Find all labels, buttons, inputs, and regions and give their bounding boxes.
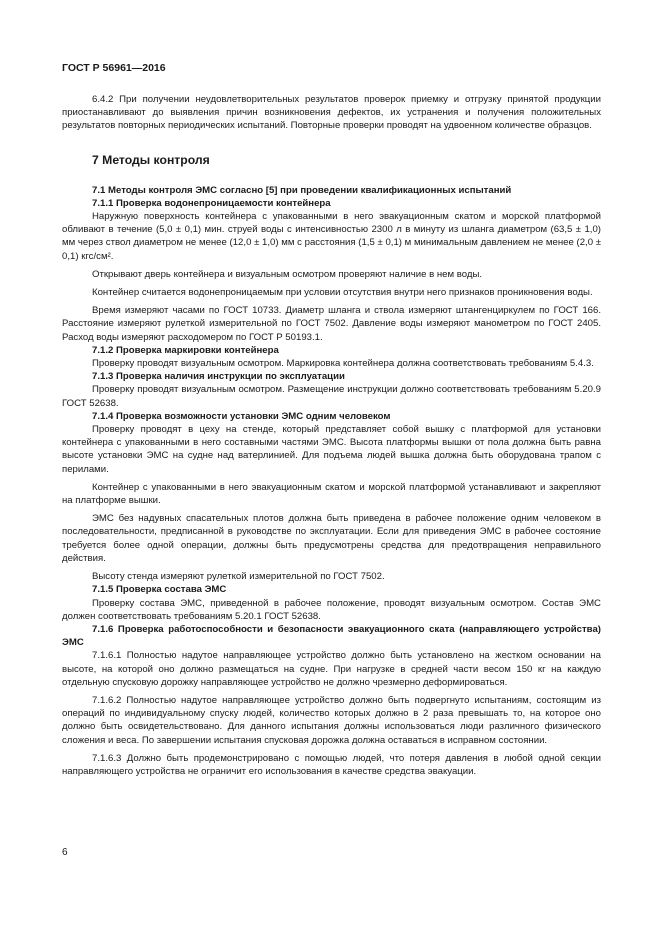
paragraph-7-1-6-2: 7.1.6.2 Полностью надутое направляющее устройство должно быть подвергнуто испытаниям, состоящим из операций по индивидуальному спуску людей, количество которых должно в 2 раза превышать то, на которое оно должно быть освидетельствовано. Для данного испытания должны использоваться люди различного физического сложения и веса. По завершении испытания спусковая дорожка должна оставаться в исправном состоянии. (62, 694, 601, 746)
paragraph-7-1-1-d: Время измеряют часами по ГОСТ 10733. Диаметр шланга и ствола измеряют штангенциркулем по ГОСТ 166. Расстояние измеряют рулеткой измерительной по ГОСТ 7502. Давление воды измеряют манометром по ГОСТ 2405. Расход воды измеряют расходомером по ГОСТ Р 50193.1. (62, 305, 601, 343)
paragraph-6-4-2: 6.4.2 При получении неудовлетворительных результатов проверок приемку и отгрузку принятой продукции приостанавливают до выявления причин возникновения дефектов, их устранения и получения положительных результатов повторных периодических испытаний. Повторные проверки проводят на удвоенном количестве образцов. (62, 94, 601, 132)
paragraph-7-1-1-c: Контейнер считается водонепроницаемым при условии отсутствия внутри него признаков проникновения воды. (92, 287, 593, 299)
heading-7-1-3: 7.1.3 Проверка наличия инструкции по эксплуатации (92, 371, 345, 383)
document-header: ГОСТ Р 56961—2016 (62, 62, 166, 74)
paragraph-7-1-2: Проверку проводят визуальным осмотром. Маркировка контейнера должна соответствовать требованиям 5.4.3. (92, 358, 594, 370)
heading-7-1-6: 7.1.6 Проверка работоспособности и безопасности эвакуационного ската (направляющего устройства) ЭМС (62, 623, 601, 649)
paragraph-7-1-4-d: Высоту стенда измеряют рулеткой измерительной по ГОСТ 7502. (92, 571, 385, 583)
paragraph-7-1-6-1: 7.1.6.1 Полностью надутое направляющее устройство должно быть установлено на жестком основании на высоте, на которой оно должно размещаться на судне. При нагрузке в средней части весом 150 кг на каждую отдельную спусковую дорожку направляющее устройство не должно чрезмерно деформироваться. (62, 650, 601, 688)
paragraph-7-1-4-c: ЭМС без надувных спасательных плотов должна быть приведена в рабочее положение одним человеком в последовательности, предписанной в руководстве по эксплуатации. Если для приведения ЭМС в рабочее состояние требуется более одной операции, должны быть предусмотрены средства для предотвращения неправильного действия. (62, 513, 601, 564)
paragraph-7-1-1-b: Открывают дверь контейнера и визуальным осмотром проверяют наличие в нем воды. (92, 268, 483, 280)
paragraph-7-1-1-a: Наружную поверхность контейнера с упакованными в него эвакуационным скатом и морской платформой обливают в течение (5,0 ± 0,1) мин. струей воды с интенсивностью 2300 л в минуту из шланга диаметром (63,5 ± 1,0) мм через ствол диаметром не менее (12,0 ± 1,0) мм с расстояния (1,5 ± 0,1) м минимальным давлением не менее (2,0 ± 0,1) кгс/см². (62, 211, 601, 262)
paragraph-7-1-4-b: Контейнер с упакованными в него эвакуационным скатом и морской платформой устанавливают и закрепляют на платформе вышки. (62, 481, 601, 507)
page-number: 6 (62, 847, 68, 858)
paragraph-7-1-6-3: 7.1.6.3 Должно быть продемонстрировано с помощью людей, что потеря давления в любой одной секции направляющего устройства не ограничит его использования в качестве средства эвакуации. (62, 752, 601, 777)
heading-7-1-2: 7.1.2 Проверка маркировки контейнера (92, 344, 279, 356)
heading-7-1-4: 7.1.4 Проверка возможности установки ЭМС одним человеком (92, 410, 391, 422)
heading-7-1-5: 7.1.5 Проверка состава ЭМС (92, 584, 227, 596)
section-heading-7: 7 Методы контроля (92, 152, 210, 167)
paragraph-7-1-4-a: Проверку проводят в цеху на стенде, который представляет собой вышку с платформой для установки контейнера с упакованными в него составными частями ЭМС. Высота платформы вышки от пола должна быть равна высоте установки ЭМС на судне над ватерлинией. Для подъема людей вышка должна быть оборудована трапом с перилами. (62, 424, 601, 475)
paragraph-7-1-5: Проверку состава ЭМС, приведенной в рабочее положение, проводят визуальным осмотром. Состав ЭМС должен соответствовать требованиям 5.20.1 ГОСТ 52638. (62, 597, 601, 622)
document-body (62, 93, 601, 778)
heading-7-1-1: 7.1.1 Проверка водонепроницаемости контейнера (92, 197, 331, 209)
subsection-heading-7-1: 7.1 Методы контроля ЭМС согласно [5] при проведении квалификационных испытаний (92, 184, 512, 196)
paragraph-7-1-3: Проверку проводят визуальным осмотром. Размещение инструкции должно соответствовать требованиям 5.20.9 ГОСТ 52638. (62, 384, 601, 409)
